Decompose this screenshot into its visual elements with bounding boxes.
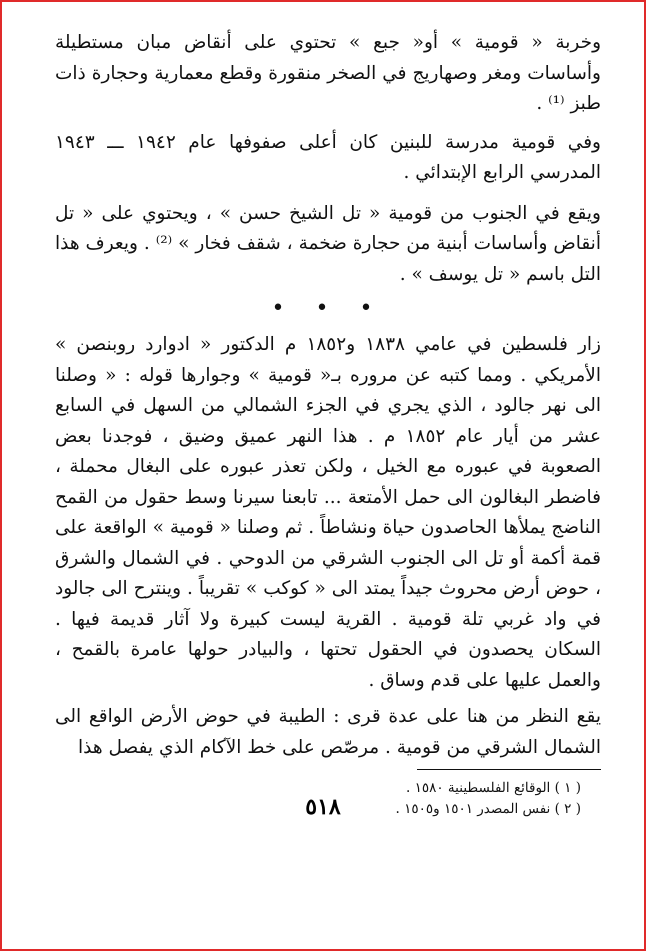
paragraph-school: وفي قومية مدرسة للبنين كان أعلى صفوفها عام ١٩٤٢ ـــ ١٩٤٣ المدرسي الرابع الإبتدائي . bbox=[55, 131, 601, 183]
footnote-divider bbox=[417, 769, 601, 770]
paragraph-tell-sheikh-hasan: ويقع في الجنوب من قومية « تل الشيخ حسن » ، ويحتوي على « تل أنقاض وأساسات أبنية من حجارة ضخمة ، شقف فخار » ⁽²⁾ . ويعرف هذا التل باسم « تل يوسف » . bbox=[55, 202, 601, 285]
footnote-2: ( ٢ ) نفس المصدر ١٥٠١ و١٥٠٥ . bbox=[395, 801, 581, 817]
page-number: ٥١٨ bbox=[305, 794, 341, 820]
paragraph-view-villages: يقع النظر من هنا على عدة قرى : الطيبة في حوض الأرض الواقع الى الشمال الشرقي من قومية . مرصّص على خط الآكام الذي يفصل هذا bbox=[55, 706, 601, 758]
paragraph-robinson-visit: زار فلسطين في عامي ١٨٣٨ و١٨٥٢ م الدكتور « ادوارد روبنصن » الأمريكي . ومما كتبه عن مروره بـ« قومية » وجوارها قوله : « وصلنا الى نهر جالود ، الذي يجري في الجزء الشمالي من السهل في السابع عشر من أيار عام ١٨٥٢ م . هذا النهر عميق وضيق ، فوجدنا بعض الصعوبة في عبوره مع الخيل ، ولكن تعذر عبوره على البغال محملة ، فاضطر البغالون الى حمل الأمتعة ... تابعنا سيرنا وسط حقول من القمح الناضج يملأها الحاصدون حياة ونشاطاً . ثم وصلنا « قومية » الواقعة على قمة أكمة أو تل الى الجنوب الشرقي من الدوحي . في الشمال والشرق ، حوض أرض محروث جيداً يمتد الى « كوكب » تقريباً . وينترح الى جالود في واد غربي تلة قومية . القرية ليست كبيرة ولا آثار قديمة فيها . السكان يحصدون في الحقول تحتها ، والبيادر حولها عامرة بالقمح ، والعمل عليها على قدم وساق . bbox=[55, 334, 601, 691]
document-page bbox=[55, 28, 601, 820]
footnote-1: ( ١ ) الوقائع الفلسطينية ١٥٨٠ . bbox=[406, 780, 581, 796]
paragraph-khirbet-qumiya: وخربة « قومية » أو« جبع » تحتوي على أنقاض مبان مستطيلة وأساسات ومغر وصهاريج في الصخر منقورة وقطع معمارية وحجارة ذات طبز ⁽¹⁾ . bbox=[55, 32, 601, 114]
section-separator: • • • bbox=[271, 296, 385, 321]
